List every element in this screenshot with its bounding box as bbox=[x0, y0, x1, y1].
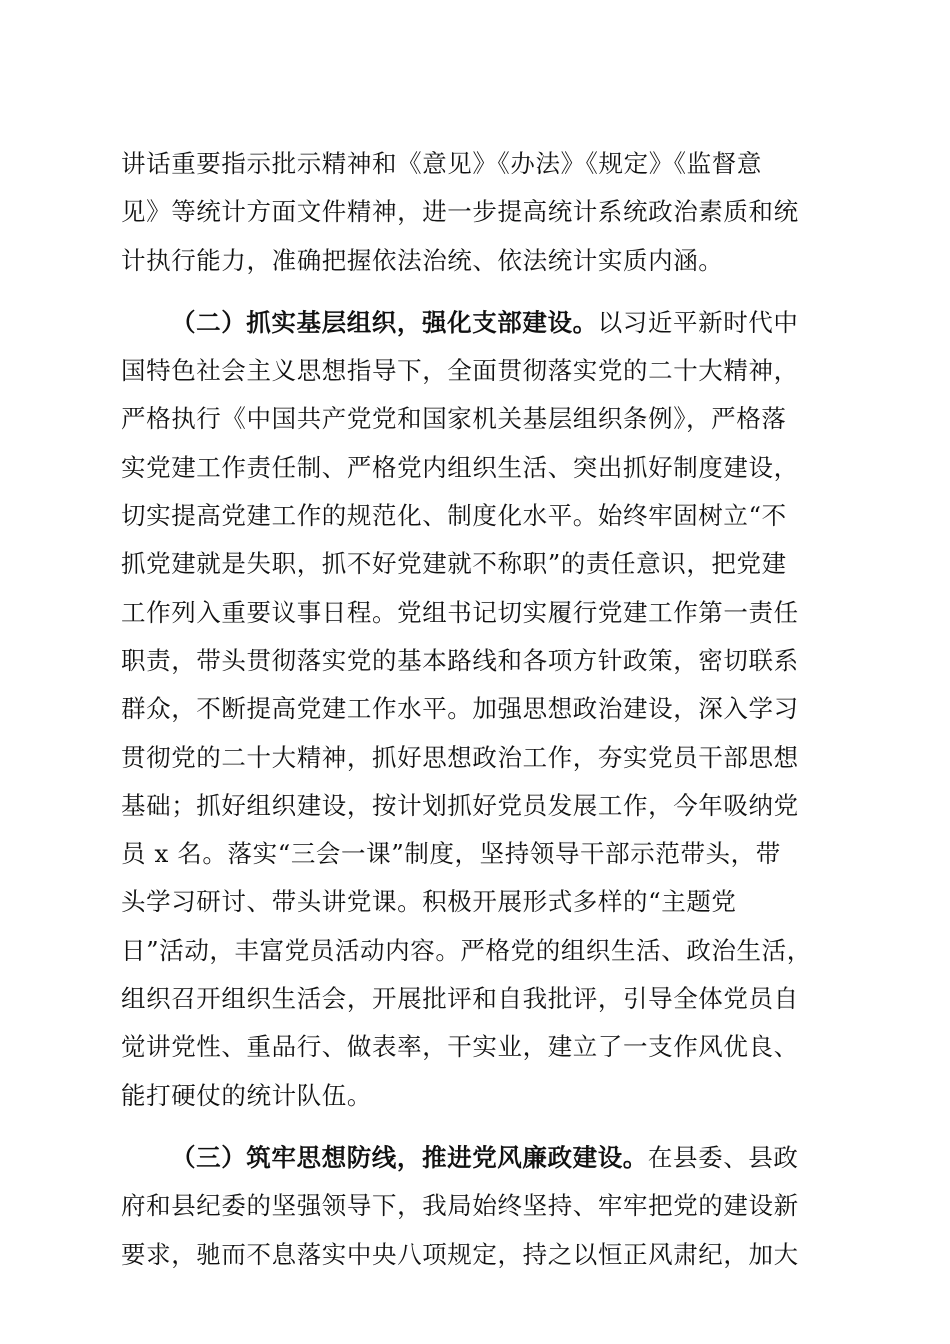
text-line: 国特色社会主义思想指导下，全面贯彻落实党的二十大精神， bbox=[121, 356, 799, 386]
text-line: 抓党建就是失职，抓不好党建就不称职”的责任意识，把党建 bbox=[121, 549, 787, 579]
paragraph-text: 以习近平新时代中 bbox=[597, 307, 799, 337]
text-line: 群众，不断提高党建工作水平。加强思想政治建设，深入学习 bbox=[121, 694, 799, 724]
section-heading-2: （二）抓实基层组织，强化支部建设。 bbox=[171, 307, 598, 337]
text-line: 实党建工作责任制、严格党内组织生活、突出抓好制度建设， bbox=[121, 452, 799, 482]
text-line: 严格执行《中国共产党党和国家机关基层组织条例》，严格落 bbox=[121, 404, 787, 434]
paragraph-text: 在县委、县政 bbox=[647, 1142, 799, 1172]
text-line: 讲话重要指示批示精神和《意见》《办法》《规定》《监督意 bbox=[121, 149, 762, 178]
text-line: 计执行能力，准确把握依法治统、依法统计实质内涵。 bbox=[121, 245, 724, 275]
paragraph-3 bbox=[121, 1134, 830, 1279]
text-line: 要求，驰而不息落实中央八项规定，持之以恒正风肃纪，加大 bbox=[121, 1239, 799, 1269]
text-line: 切实提高党建工作的规范化、制度化水平。始终牢固树立“不 bbox=[121, 501, 787, 531]
text-line: 基础；抓好组织建设，按计划抓好党员发展工作，今年吸纳党 bbox=[121, 790, 799, 820]
text-line: 能打硬仗的统计队伍。 bbox=[121, 1080, 372, 1110]
paragraph-2 bbox=[121, 299, 830, 1120]
text-line: 日”活动，丰富党员活动内容。严格党的组织生活、政治生活， bbox=[121, 935, 812, 965]
text-line: 贯彻党的二十大精神，抓好思想政治工作，夯实党员干部思想 bbox=[121, 742, 799, 772]
text-line: 职责，带头贯彻落实党的基本路线和各项方针政策，密切联系 bbox=[121, 645, 799, 675]
paragraph-1 bbox=[121, 140, 830, 285]
text-line: 府和县纪委的坚强领导下，我局始终坚持、牢牢把党的建设新 bbox=[121, 1191, 799, 1221]
document-body bbox=[121, 140, 830, 1279]
text-line bbox=[121, 1134, 830, 1182]
text-line: 组织召开组织生活会，开展批评和自我批评，引导全体党员自 bbox=[121, 984, 799, 1014]
text-line bbox=[121, 299, 830, 347]
text-line: 觉讲党性、重品行、做表率，干实业，建立了一支作风优良、 bbox=[121, 1032, 799, 1062]
text-line: 见》等统计方面文件精神，进一步提高统计系统政治素质和统 bbox=[121, 197, 799, 227]
text-line: 工作列入重要议事日程。党组书记切实履行党建工作第一责任 bbox=[121, 597, 799, 627]
text-line: 员 x 名。落实“三会一课”制度，坚持领导干部示范带头，带 bbox=[121, 839, 781, 869]
section-heading-3: （三）筑牢思想防线，推进党风廉政建设。 bbox=[171, 1142, 648, 1172]
text-line: 头学习研讨、带头讲党课。积极开展形式多样的“主题党 bbox=[121, 887, 737, 917]
